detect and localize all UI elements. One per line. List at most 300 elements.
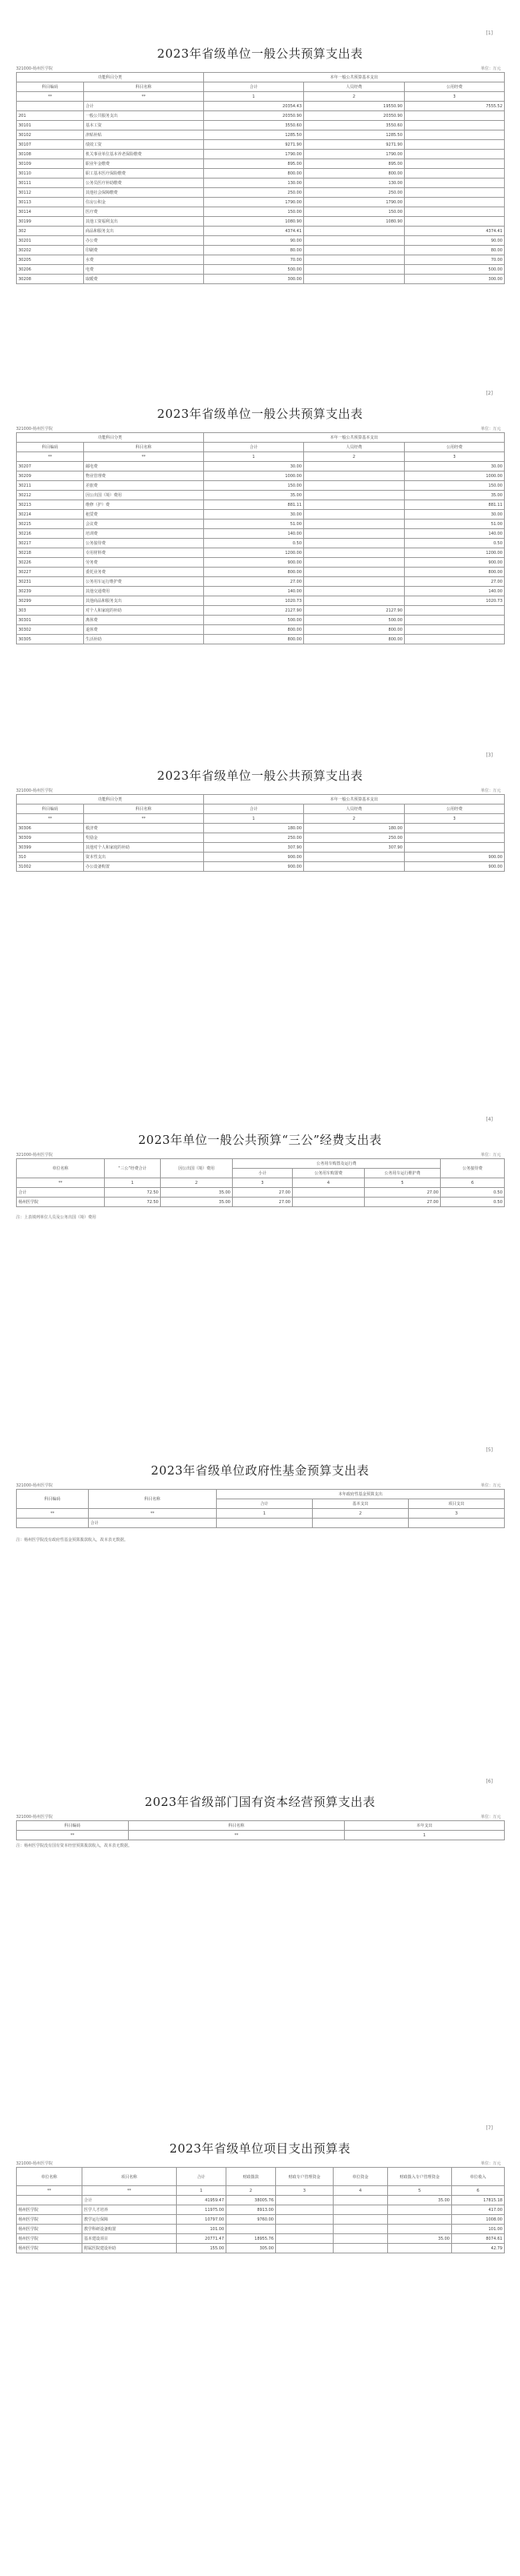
- table-cell: 201: [17, 111, 84, 121]
- table-cell: [276, 2196, 334, 2205]
- table-note: 注：杨州医学院没有国有资本经营预算拨款收入，故本表无数据。: [16, 1844, 133, 1848]
- table-cell: 杨州医学院: [17, 1198, 105, 1207]
- header-cell: 单位名称: [17, 1159, 105, 1178]
- header-cell: “三公”经费合计: [105, 1159, 161, 1178]
- currency-label: 单位：万元: [480, 427, 501, 431]
- table-cell: 800.00: [204, 625, 304, 635]
- table-cell: 155.00: [177, 2244, 226, 2253]
- table-cell: 20350.90: [304, 111, 405, 121]
- table-cell: 1790.00: [204, 198, 304, 207]
- table-cell: 教学科研设备购置: [82, 2225, 177, 2234]
- table-note: 注：杨州医学院没有政府性基金预算拨款收入，故本表无数据。: [16, 1538, 129, 1543]
- index-cell: 1: [177, 2186, 226, 2196]
- table-cell: [304, 548, 405, 558]
- table-cell: 42.79: [452, 2244, 505, 2253]
- index-cell: **: [17, 1509, 89, 1519]
- currency-label: 单位：万元: [480, 1153, 501, 1158]
- unit-label: 321000-杨州医学院: [16, 1815, 53, 1820]
- table-cell: 30212: [17, 491, 84, 500]
- index-row: [17, 1509, 505, 1519]
- table-row: [17, 2215, 505, 2225]
- table-cell: [304, 481, 405, 491]
- table-row: [17, 833, 505, 843]
- table-row: [17, 577, 505, 587]
- table-cell: 公务接待费: [84, 539, 204, 548]
- table-cell: [334, 2196, 388, 2205]
- table-cell: 职工基本医疗保险缴费: [84, 169, 204, 179]
- table-cell: 150.00: [204, 207, 304, 217]
- table-cell: 500.00: [405, 265, 505, 275]
- currency-label: 单位：万元: [480, 788, 501, 793]
- table-row: [17, 1188, 505, 1198]
- table-cell: 300.00: [204, 275, 304, 284]
- table-cell: 离休费: [84, 616, 204, 625]
- table-cell: 881.11: [204, 500, 304, 510]
- currency-label: 单位：万元: [480, 1815, 501, 1820]
- table-cell: [334, 2205, 388, 2215]
- table-cell: 其他交通费用: [84, 587, 204, 596]
- table-cell: 30.00: [405, 462, 505, 471]
- header-cell: 科目编码: [17, 443, 84, 452]
- table-cell: 30208: [17, 275, 84, 284]
- general-budget-table: [16, 794, 505, 872]
- table-cell: [304, 275, 405, 284]
- table-cell: [405, 150, 505, 159]
- table-cell: 27.00: [405, 577, 505, 587]
- index-row: [17, 452, 505, 462]
- table-title: 2023年省级单位项目支出预算表: [169, 2141, 351, 2156]
- table-cell: 895.00: [204, 159, 304, 169]
- table-cell: 150.00: [304, 207, 405, 217]
- table-cell: 8913.00: [226, 2205, 276, 2215]
- table-cell: [304, 471, 405, 481]
- currency-label: 单位：万元: [480, 2161, 501, 2166]
- unit-label: 321000-杨州医学院: [16, 66, 53, 71]
- table-cell: 30216: [17, 529, 84, 539]
- table-cell: 300.00: [405, 275, 505, 284]
- table-cell: 800.00: [204, 635, 304, 644]
- header-row: [17, 804, 505, 814]
- index-cell: **: [17, 92, 84, 102]
- table-cell: 印刷费: [84, 246, 204, 255]
- table-cell: 0.50: [204, 539, 304, 548]
- table-cell: 办公设备购置: [84, 862, 204, 872]
- table-cell: 办公费: [84, 236, 204, 246]
- page-number: [1]: [486, 30, 493, 36]
- table-row: [17, 529, 505, 539]
- table-cell: 17815.18: [452, 2196, 505, 2205]
- table-cell: 20771.47: [177, 2234, 226, 2244]
- table-cell: 其他工资福利支出: [84, 217, 204, 227]
- header-cell: 单位收入: [452, 2168, 505, 2186]
- table-cell: 500.00: [204, 265, 304, 275]
- table-cell: 30107: [17, 140, 84, 150]
- index-row: [17, 814, 505, 824]
- table-cell: 绩效工资: [84, 140, 204, 150]
- unit-label: 321000-杨州医学院: [16, 788, 53, 793]
- table-cell: [405, 188, 505, 198]
- header-cell: 功能科目分类: [17, 433, 204, 443]
- header-cell: 科目编码: [17, 1490, 89, 1509]
- table-cell: 305.00: [226, 2244, 276, 2253]
- index-cell: 2: [161, 1178, 233, 1188]
- table-cell: 302: [17, 227, 84, 236]
- table-cell: 140.00: [405, 587, 505, 596]
- table-cell: 1790.00: [204, 150, 304, 159]
- table-cell: 退休费: [84, 625, 204, 635]
- table-cell: 30110: [17, 169, 84, 179]
- table-cell: [388, 2244, 452, 2253]
- header-cell: 本年政府性基金预算支出: [217, 1490, 505, 1499]
- table-cell: 250.00: [304, 188, 405, 198]
- index-cell: 1: [204, 452, 304, 462]
- index-cell: 1: [204, 814, 304, 824]
- table-cell: 900.00: [405, 558, 505, 568]
- table-cell: 对个人和家庭的补助: [84, 606, 204, 616]
- table-cell: 900.00: [204, 862, 304, 872]
- budget-table-section-2: [16, 391, 504, 711]
- table-cell: 委托业务费: [84, 568, 204, 577]
- table-row: [17, 539, 505, 548]
- table-row: [17, 217, 505, 227]
- table-cell: [388, 2205, 452, 2215]
- table-cell: 9271.90: [204, 140, 304, 150]
- table-cell: 住房公积金: [84, 198, 204, 207]
- table-cell: 10797.00: [177, 2215, 226, 2225]
- table-cell: 30202: [17, 246, 84, 255]
- table-cell: [313, 1519, 409, 1528]
- index-cell: 2: [313, 1509, 409, 1519]
- table-cell: 0.50: [441, 1198, 505, 1207]
- table-cell: 1285.50: [304, 130, 405, 140]
- table-cell: 维修（护）费: [84, 500, 204, 510]
- table-cell: 27.00: [365, 1198, 441, 1207]
- table-cell: 70.00: [204, 255, 304, 265]
- table-cell: 2127.90: [304, 606, 405, 616]
- project-expenditure-table: [16, 2167, 505, 2253]
- header-cell: 公务用车运行维护费: [365, 1169, 441, 1178]
- table-cell: 130.00: [204, 179, 304, 188]
- table-cell: 250.00: [204, 188, 304, 198]
- unit-label: 321000-杨州医学院: [16, 1153, 53, 1158]
- table-cell: 30215: [17, 520, 84, 529]
- table-cell: 合计: [84, 102, 204, 111]
- table-row: [17, 275, 505, 284]
- index-cell: **: [89, 1509, 217, 1519]
- table-cell: 72.50: [105, 1198, 161, 1207]
- table-cell: 30112: [17, 188, 84, 198]
- table-cell: [17, 2196, 82, 2205]
- table-cell: 1790.00: [304, 198, 405, 207]
- table-row: [17, 236, 505, 246]
- table-cell: 30299: [17, 596, 84, 606]
- table-cell: 医疗费: [84, 207, 204, 217]
- header-cell: 基本支出: [313, 1499, 409, 1509]
- index-cell: **: [82, 2186, 177, 2196]
- table-row: [17, 121, 505, 130]
- table-cell: [405, 179, 505, 188]
- header-cell: 科目名称: [89, 1490, 217, 1509]
- table-note: 注：上表填列单位人员及公务出国（境）费用: [16, 1215, 97, 1220]
- table-cell: [304, 265, 405, 275]
- table-cell: [304, 587, 405, 596]
- table-cell: 30101: [17, 121, 84, 130]
- index-cell: 3: [276, 2186, 334, 2196]
- table-cell: 奖励金: [84, 833, 204, 843]
- header-cell: 人员经费: [304, 804, 405, 814]
- table-row: [17, 471, 505, 481]
- index-cell: **: [17, 1831, 129, 1840]
- index-cell: **: [17, 1178, 105, 1188]
- table-row: [17, 130, 505, 140]
- table-cell: 800.00: [204, 568, 304, 577]
- table-cell: 0.50: [405, 539, 505, 548]
- table-cell: 30114: [17, 207, 84, 217]
- table-cell: 救济费: [84, 824, 204, 833]
- table-title: 2023年省级单位一般公共预算支出表: [157, 768, 363, 783]
- table-cell: 杨州医学院: [17, 2234, 82, 2244]
- table-cell: 职业年金缴费: [84, 159, 204, 169]
- index-cell: 1: [204, 92, 304, 102]
- table-cell: 水费: [84, 255, 204, 265]
- table-cell: [405, 130, 505, 140]
- table-cell: [334, 2215, 388, 2225]
- header-row: [17, 82, 505, 92]
- table-cell: 38005.76: [226, 2196, 276, 2205]
- table-cell: 其他社会保障缴费: [84, 188, 204, 198]
- table-cell: 专用材料费: [84, 548, 204, 558]
- page-number: [6]: [486, 1779, 493, 1784]
- table-cell: 30217: [17, 539, 84, 548]
- header-cell: 功能科目分类: [17, 795, 204, 804]
- budget-table-section-3: [16, 752, 504, 897]
- table-row: [17, 198, 505, 207]
- table-cell: [405, 169, 505, 179]
- table-cell: 35.00: [161, 1198, 233, 1207]
- table-cell: [293, 1188, 365, 1198]
- index-row: [17, 1178, 505, 1188]
- table-cell: 1790.00: [304, 150, 405, 159]
- table-cell: 30102: [17, 130, 84, 140]
- index-cell: 5: [388, 2186, 452, 2196]
- state-capital-table: [16, 1820, 505, 1840]
- table-cell: 27.00: [204, 577, 304, 587]
- table-cell: 35.00: [161, 1188, 233, 1198]
- header-cell: 科目名称: [84, 82, 204, 92]
- three-public-table: [16, 1158, 505, 1207]
- table-cell: 800.00: [304, 625, 405, 635]
- table-cell: [334, 2225, 388, 2234]
- table-cell: 30213: [17, 500, 84, 510]
- table-cell: 商品和服务支出: [84, 227, 204, 236]
- table-cell: 30226: [17, 558, 84, 568]
- table-cell: 会议费: [84, 520, 204, 529]
- table-cell: 417.00: [452, 2205, 505, 2215]
- table-cell: 35.00: [388, 2196, 452, 2205]
- government-fund-section: [16, 1447, 504, 1559]
- table-cell: 250.00: [304, 833, 405, 843]
- index-cell: 4: [293, 1178, 365, 1188]
- table-cell: 医学人才培养: [82, 2205, 177, 2215]
- index-cell: **: [84, 92, 204, 102]
- table-cell: 800.00: [304, 169, 405, 179]
- header-cell: 公务接待费: [441, 1159, 505, 1178]
- table-cell: 30227: [17, 568, 84, 577]
- table-cell: 30301: [17, 616, 84, 625]
- table-cell: 4374.41: [405, 227, 505, 236]
- header-cell: 项目支出: [409, 1499, 505, 1509]
- table-cell: 140.00: [204, 529, 304, 539]
- currency-label: 单位：万元: [480, 66, 501, 71]
- table-row: [17, 568, 505, 577]
- index-cell: 1: [345, 1831, 505, 1840]
- table-row: [17, 853, 505, 862]
- table-cell: 基本工资: [84, 121, 204, 130]
- table-cell: 合计: [82, 2196, 177, 2205]
- table-cell: [405, 606, 505, 616]
- header-cell: 合计: [204, 443, 304, 452]
- header-cell: 人员经费: [304, 443, 405, 452]
- table-cell: 41959.47: [177, 2196, 226, 2205]
- table-title: 2023年省级单位一般公共预算支出表: [157, 46, 363, 61]
- table-cell: 劳务费: [84, 558, 204, 568]
- header-cell: 公务用车购置及运行费: [233, 1159, 441, 1169]
- table-cell: [276, 2225, 334, 2234]
- table-cell: 140.00: [405, 529, 505, 539]
- header-cell: 科目名称: [84, 804, 204, 814]
- table-cell: 公务用车运行维护费: [84, 577, 204, 587]
- state-capital-section: [16, 1779, 504, 1883]
- index-cell: **: [17, 814, 84, 824]
- table-cell: [388, 2215, 452, 2225]
- table-row: [17, 169, 505, 179]
- table-cell: 一般公共服务支出: [84, 111, 204, 121]
- table-cell: [405, 159, 505, 169]
- table-cell: 30309: [17, 833, 84, 843]
- table-cell: 307.90: [304, 843, 405, 853]
- table-row: [17, 462, 505, 471]
- budget-table-section-1: [16, 30, 504, 351]
- three-public-expenses-section: [16, 1117, 504, 1245]
- header-cell: 单位名称: [17, 2168, 82, 2186]
- table-cell: 30.00: [405, 510, 505, 520]
- page-number: [7]: [486, 2125, 493, 2131]
- table-cell: 250.00: [204, 833, 304, 843]
- index-cell: 3: [405, 452, 505, 462]
- table-cell: 140.00: [204, 587, 304, 596]
- table-cell: 1200.00: [405, 548, 505, 558]
- table-cell: 1285.50: [204, 130, 304, 140]
- header-cell: 合计: [217, 1499, 313, 1509]
- table-cell: 30214: [17, 510, 84, 520]
- table-cell: [304, 596, 405, 606]
- table-cell: [304, 462, 405, 471]
- table-row: [17, 491, 505, 500]
- table-cell: [405, 121, 505, 130]
- page-number: [3]: [486, 752, 493, 758]
- table-cell: [217, 1519, 313, 1528]
- page-number: [5]: [486, 1447, 493, 1453]
- table-cell: 资本性支出: [84, 853, 204, 862]
- table-title: 2023年省级部门国有资本经营预算支出表: [144, 1795, 376, 1809]
- table-cell: 差旅费: [84, 481, 204, 491]
- table-cell: 881.11: [405, 500, 505, 510]
- table-cell: 31002: [17, 862, 84, 872]
- table-row: [17, 1198, 505, 1207]
- table-row: [17, 255, 505, 265]
- table-title: 2023年单位一般公共预算“三公”经费支出表: [138, 1133, 382, 1147]
- table-cell: 合计: [17, 1188, 105, 1198]
- table-row: [17, 2234, 505, 2244]
- table-row: [17, 596, 505, 606]
- index-cell: 3: [233, 1178, 293, 1188]
- table-cell: 其他对个人和家庭的补助: [84, 843, 204, 853]
- index-cell: 1: [217, 1509, 313, 1519]
- table-cell: [405, 140, 505, 150]
- index-cell: 3: [409, 1509, 505, 1519]
- table-cell: 30211: [17, 481, 84, 491]
- table-cell: 30209: [17, 471, 84, 481]
- table-cell: 30302: [17, 625, 84, 635]
- table-row: [17, 548, 505, 558]
- table-cell: [405, 217, 505, 227]
- table-cell: 51.00: [405, 520, 505, 529]
- table-cell: 30113: [17, 198, 84, 207]
- table-cell: 35.00: [405, 491, 505, 500]
- table-cell: 90.00: [405, 236, 505, 246]
- table-row: [17, 188, 505, 198]
- index-cell: 6: [452, 2186, 505, 2196]
- table-cell: 1000.00: [204, 471, 304, 481]
- index-row: [17, 92, 505, 102]
- index-cell: 5: [365, 1178, 441, 1188]
- table-cell: 307.90: [204, 843, 304, 853]
- table-cell: 72.50: [105, 1188, 161, 1198]
- table-cell: 30305: [17, 635, 84, 644]
- table-cell: 20350.90: [204, 111, 304, 121]
- header-cell: 科目编码: [17, 82, 84, 92]
- table-cell: 30111: [17, 179, 84, 188]
- table-cell: 4374.41: [204, 227, 304, 236]
- table-row: [17, 207, 505, 217]
- header-row: [17, 2168, 505, 2186]
- table-cell: 30.00: [204, 510, 304, 520]
- table-row: [17, 150, 505, 159]
- table-cell: [304, 255, 405, 265]
- header-cell: 财政专户管理资金: [276, 2168, 334, 2186]
- table-cell: 70.00: [405, 255, 505, 265]
- table-cell: 1008.00: [452, 2215, 505, 2225]
- table-cell: 30399: [17, 843, 84, 853]
- header-row-group: [17, 1159, 505, 1169]
- table-cell: 电费: [84, 265, 204, 275]
- government-fund-table: [16, 1489, 505, 1528]
- header-cell: 合计: [204, 82, 304, 92]
- table-cell: 30239: [17, 587, 84, 596]
- table-cell: 杨州医学院: [17, 2205, 82, 2215]
- table-cell: [405, 625, 505, 635]
- table-cell: [405, 111, 505, 121]
- total-row: [17, 1519, 505, 1528]
- table-cell: 9271.90: [304, 140, 405, 150]
- unit-label: 321000-杨州医学院: [16, 427, 53, 431]
- table-cell: 机关事业单位基本养老保险缴费: [84, 150, 204, 159]
- index-cell: **: [17, 2186, 82, 2196]
- table-cell: 7555.52: [405, 102, 505, 111]
- table-row: [17, 265, 505, 275]
- table-cell: 20354.43: [204, 102, 304, 111]
- table-row: [17, 587, 505, 596]
